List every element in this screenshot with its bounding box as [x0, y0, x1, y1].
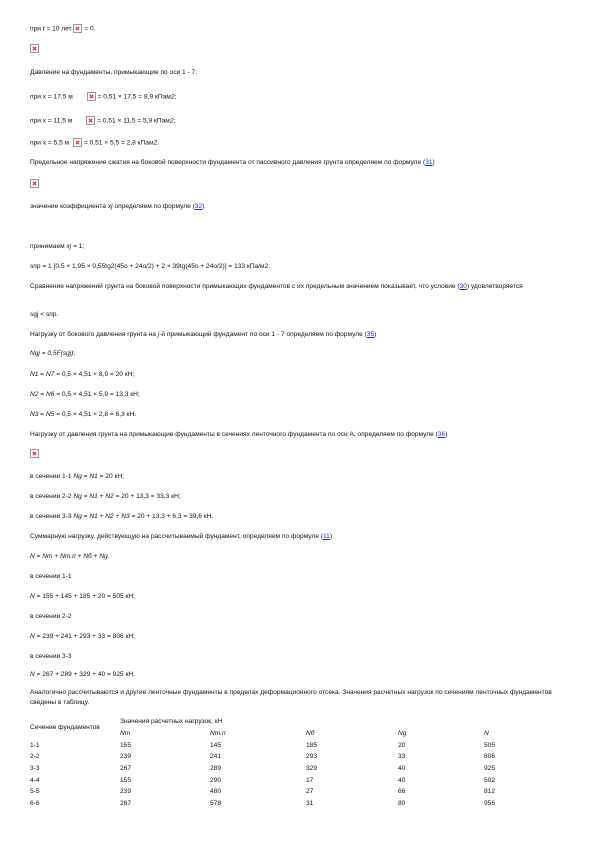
table-cell: 239	[120, 753, 132, 761]
formula-line-n1	[30, 370, 134, 379]
text-fragment: Сравнение напряжений грунта на боковой поверхности примыкающих фундаментов с их предельным значением показывает, что условие (	[30, 283, 460, 290]
table-cell: 1-1	[30, 741, 40, 749]
variable-n: N1	[89, 473, 98, 480]
text-fragment: при х = 5,5 м	[30, 139, 70, 147]
table-header-cell: Nт	[120, 730, 131, 738]
table-row	[30, 763, 564, 775]
text-line-x-17-5	[30, 92, 176, 101]
table-header-cell: N	[484, 730, 489, 738]
text-fragment: = 20 + 13,3 = 33,3 кН;	[113, 493, 181, 500]
formula-line-n2	[30, 390, 140, 399]
table-cell: 578	[210, 800, 222, 808]
variable-nb: Nб	[83, 553, 92, 560]
paragraph-pressure-heading: Давление на фундаменты, примыкающие по оси 1 - 7:	[30, 69, 198, 76]
table-cell: 27	[306, 788, 314, 796]
table-cell: 33	[398, 753, 406, 761]
text-line-section-3	[30, 512, 213, 521]
variable-ng: Ng	[73, 513, 82, 520]
table-cell: 5-5	[30, 788, 40, 796]
text-fragment: = 0,51 × 11,5 = 5,9 кПа	[95, 117, 166, 125]
table-cell: 293	[306, 753, 318, 761]
text-fragment: = 0,51 × 17,5 = 8,9 кПа	[95, 93, 167, 101]
text-fragment: = 0,5 × 4,51 × 5,9 = 13,3 кН;	[54, 391, 140, 398]
text-fragment: =	[81, 513, 90, 520]
formula-line-n-section-3	[30, 670, 135, 679]
text-fragment: )	[374, 331, 377, 338]
broken-image-icon	[30, 449, 39, 458]
formula-32-link[interactable]: 32	[194, 203, 203, 210]
text-fragment: +	[97, 493, 106, 500]
text-fragment: ;	[173, 117, 176, 125]
text-fragment: принимаем	[30, 243, 67, 250]
broken-image-icon	[87, 92, 96, 101]
paragraph-comparison	[30, 282, 570, 292]
paragraph-lateral-load	[30, 330, 376, 339]
text-fragment: = 0,5 × 4,51 × 2,8 = 6,3 кН.	[54, 411, 137, 418]
text-fragment: =	[38, 371, 46, 378]
text-fragment: = 267 + 289 + 329 + 40 = 925 кН.	[34, 671, 135, 678]
variable-xj: xj	[107, 203, 113, 210]
table-cell: 290	[210, 776, 222, 784]
text-fragment: = 0,5	[39, 350, 57, 357]
broken-image-icon	[30, 179, 39, 188]
variable-nt: Nт	[42, 553, 53, 560]
table-cell: 2-2	[30, 753, 40, 761]
table-row	[30, 774, 564, 786]
text-fragment: +	[113, 513, 122, 520]
text-line-section-label: в сечении 3-3	[30, 653, 72, 660]
table-cell: 20	[398, 741, 406, 749]
paragraph-summary: Аналогично рассчитываются и другие ленточные фундаменты в пределах деформационного отсека. Значения расчетных нагрузок по сечениям ленточных фундаментов сведены в таблицу.	[30, 689, 552, 706]
paragraph-ultimate-stress	[30, 158, 435, 167]
text-fragment: при х = 11,5 м	[30, 117, 73, 125]
formula-36-link[interactable]: 36	[437, 431, 446, 438]
formula-line-ngj	[30, 349, 75, 358]
text-line-section-1	[30, 472, 124, 481]
variable-n: N1	[89, 493, 98, 500]
table-row	[30, 786, 564, 798]
variable-n: N2	[105, 493, 114, 500]
variable-n: N	[30, 593, 35, 600]
variable-n: N6	[45, 391, 55, 398]
formula-line-n-section-2	[30, 632, 135, 641]
text-line-x-11-5	[30, 116, 175, 125]
table-cell: 3-3	[30, 765, 40, 773]
table-cell: 812	[484, 788, 496, 796]
text-fragment: )	[445, 431, 448, 438]
text-line-x-5-5	[30, 138, 159, 147]
text-fragment: при	[30, 25, 43, 33]
text-fragment: Нагрузку от давления грунта на примыкающие фундаменты в сечениях ленточного фундамента по оси А, определяем по формуле (	[30, 431, 438, 438]
formula-line-total	[30, 552, 110, 561]
variable-n: N3	[121, 513, 130, 520]
formula-31-link[interactable]: 31	[425, 159, 433, 166]
variable-n: N2	[30, 391, 39, 398]
text-fragment: = 0,5 × 4,51 × 8,9 = 20 кН;	[54, 371, 135, 378]
text-fragment: =	[81, 473, 90, 480]
unit: м2	[166, 93, 175, 101]
formula-35-link[interactable]: 35	[366, 331, 375, 338]
variable-ng: Ng	[99, 553, 108, 560]
text-fragment: в сечении 2-2	[30, 493, 74, 500]
unit: м2	[165, 117, 174, 125]
table-header-row	[30, 716, 564, 728]
paragraph-soil-pressure	[30, 430, 447, 439]
table-cell: 17	[306, 776, 314, 784]
table-cell: 480	[210, 788, 222, 796]
formula-image-line	[30, 44, 39, 53]
variable-ngj: Ngj	[30, 350, 40, 357]
broken-image-icon	[73, 138, 82, 147]
text-fragment: )	[329, 533, 333, 540]
table-cell: 4-4	[30, 776, 40, 784]
table-group-header: Значения расчетных нагрузок, кН	[120, 718, 223, 726]
loads-table	[30, 716, 564, 810]
text-fragment: = 239 + 241 + 293 + 33 = 806 кН;	[34, 633, 135, 640]
broken-image-icon	[86, 116, 95, 125]
unit: м2	[148, 139, 158, 147]
table-cell: 31	[306, 800, 314, 808]
table-header-cell: Ng	[398, 730, 407, 738]
formula-line-condition: sgj < sпр.	[30, 311, 59, 318]
variable-n: N	[30, 553, 35, 560]
text-fragment: Суммарную нагрузку, действующую на рассчитываемый фундамент, определяем по формуле (	[30, 533, 323, 540]
text-fragment: = 1;	[71, 243, 85, 250]
variable-n: N1	[89, 513, 98, 520]
text-fragment: ;	[174, 93, 177, 101]
formula-line-sigma: sпр = 1 [0,5 × 1,95 × 0,55tg2(45о + 24о/2) + 2 × 39tg(45о + 24о/2)] = 133 кПа/м2.	[30, 263, 271, 270]
table-cell: 6-6	[30, 800, 40, 808]
variable-n: N1	[30, 371, 39, 378]
table-cell: 925	[484, 765, 496, 773]
variable-j: j	[157, 331, 160, 338]
variable-n: N3	[30, 411, 39, 418]
variable-n: N2	[105, 513, 114, 520]
variable-n: N	[30, 671, 35, 678]
text-line-section-label: в сечении 1-1	[30, 573, 72, 580]
text-fragment: -й примыкающий фундамент по оси 1 - 7 определяем по формуле (	[159, 331, 367, 338]
table-header-cell: Nт.п	[210, 730, 226, 738]
paragraph-total-load	[30, 532, 332, 541]
variable-ng: Ng	[73, 493, 82, 500]
text-fragment: +	[75, 553, 84, 560]
formula-30-link[interactable]: 30	[459, 283, 467, 290]
text-fragment: =	[81, 493, 90, 500]
table-cell: 329	[306, 765, 318, 773]
table-cell: 956	[484, 800, 496, 808]
table-header-cell: Nб	[306, 730, 315, 738]
text-fragment: = 155 + 145 + 185 + 20 = 505 кН;	[34, 593, 135, 600]
text-line-accept	[30, 242, 84, 251]
text-line-section-label: в сечении 2-2	[30, 613, 72, 620]
table-cell: 40	[398, 776, 406, 784]
formula-line-n-section-1	[30, 592, 135, 601]
paragraph-coefficient	[30, 202, 204, 211]
text-fragment: ;	[73, 350, 76, 357]
text-fragment: определяем по формуле (	[112, 203, 195, 210]
text-fragment: Предельное напряжение сжатия на боковой поверхности фундамента от пассивного давления грунта определяем по формуле (	[30, 159, 426, 166]
table-row	[30, 798, 564, 810]
table-cell: 267	[120, 800, 132, 808]
text-line-section-2	[30, 492, 181, 501]
variable-ntp: Nт.п	[60, 553, 76, 560]
variable-n: N5	[45, 411, 55, 418]
table-cell: 502	[484, 776, 496, 784]
text-line-t-zero	[30, 24, 95, 33]
table-header-cell: Сечение фундаментов	[30, 724, 100, 732]
text-fragment: =	[38, 411, 46, 418]
text-fragment: = 20 кН;	[97, 473, 124, 480]
text-fragment: в сечении 1-1	[30, 473, 74, 480]
text-fragment: = 0.	[82, 25, 96, 33]
table-cell: 40	[398, 765, 406, 773]
text-fragment: F(sgj)	[56, 350, 74, 357]
text-fragment: =	[38, 391, 46, 398]
text-fragment: = 0,51 × 5,5 = 2,8 кПа	[82, 139, 149, 147]
formula-image-line	[30, 449, 39, 458]
variable-ng: Ng	[73, 473, 82, 480]
table-cell: 155	[120, 776, 132, 784]
table-cell: 267	[120, 765, 132, 773]
table-cell: 185	[306, 741, 318, 749]
text-fragment: значение коэффициента	[30, 203, 108, 210]
table-cell: 241	[210, 753, 222, 761]
table-row	[30, 751, 564, 763]
variable-t: t	[42, 25, 45, 33]
table-cell: 66	[398, 788, 406, 796]
text-fragment: Нагрузку от бокового давления грунта на	[30, 331, 158, 338]
table-cell: 505	[484, 741, 496, 749]
table-cell: 239	[120, 788, 132, 796]
text-fragment: ) удовлетворяется	[466, 283, 523, 290]
text-fragment: +	[91, 553, 100, 560]
text-fragment: +	[52, 553, 61, 560]
table-row	[30, 739, 564, 751]
text-fragment: )	[432, 159, 435, 166]
text-fragment: .	[157, 139, 159, 147]
table-cell: 80	[398, 800, 406, 808]
text-fragment: .	[107, 553, 110, 560]
formula-line-n3	[30, 410, 136, 419]
formula-11-link[interactable]: 11	[323, 533, 330, 540]
text-fragment: )	[202, 203, 205, 210]
text-fragment: = 10 лет	[44, 25, 74, 33]
table-cell: 289	[210, 765, 222, 773]
text-fragment: = 20 + 13,3 + 6,3 = 39,6 кН.	[129, 513, 214, 520]
table-cell: 155	[120, 741, 132, 749]
broken-image-icon	[73, 24, 82, 33]
table-cell: 806	[484, 753, 496, 761]
text-fragment: в сечении 3-3	[30, 513, 74, 520]
text-fragment: +	[97, 513, 106, 520]
broken-image-icon	[30, 44, 39, 53]
table-cell: 145	[210, 741, 222, 749]
variable-xj: xj	[66, 243, 72, 250]
variable-n: N	[30, 633, 35, 640]
text-fragment: =	[34, 553, 43, 560]
formula-image-line	[30, 179, 39, 188]
text-fragment: при х = 17,5 м	[30, 93, 73, 101]
variable-n: N7	[45, 371, 55, 378]
